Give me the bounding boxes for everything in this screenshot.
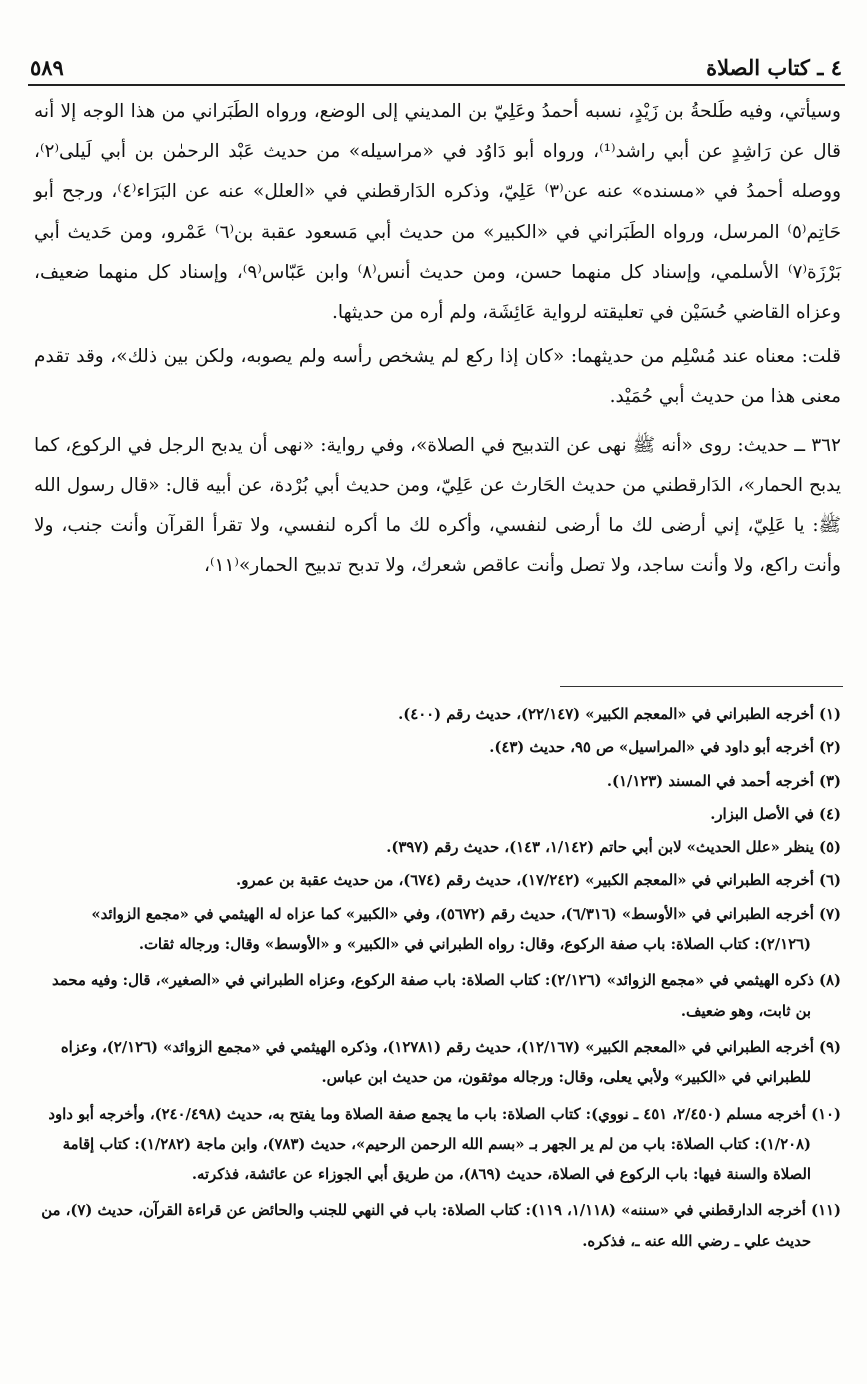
footnote-2: (٢) أخرجه أبو داود في «المراسيل» ص ٩٥، حديث (٤٣).: [489, 739, 841, 757]
running-header: [30, 44, 842, 80]
footnote-6: (٦) أخرجه الطبراني في «المعجم الكبير» (١٧/٢٤٢)، حديث رقم (٦٧٤)، من حديث عقبة بن عمرو.: [236, 872, 841, 890]
chapter-title: ٤ ـ كتاب الصلاة: [706, 55, 842, 80]
footnote-4: (٤) في الأصل البزار.: [710, 805, 841, 823]
paragraph-hadith-362: ٣٦٢ ــ حديث: روى «أنه ﷺ نهى عن التدبيح في الصلاة»، وفي رواية: «نهى أن يدبح الرجل في الركوع، كما يدبح الحمار»، الدَارقطني من حديث الحَارث عن عَلِيّ، ومن حديث أبي بُرْدة، عن أبيه قال: «قال رسول الله ﷺ: يا عَلِيّ، إني أرضى لك ما أرضى لنفسي، وأكره لك ما أكره لنفسي، ولا تقرأ القرآن وأنت جنب، ولا وأنت راكع، ولا وأنت ساجد، ولا تصل وأنت عاقص شعرك، ولا تدبح تدبيح الحمار»⁽١١⁾،: [34, 434, 841, 577]
paragraph-2: قلت: معناه عند مُسْلِم من حديثهما: «كان إذا ركع لم يشخص رأسه ولم يصوبه، ولكن بين ذلك»، وقد تقدم معنى هذا من حديث أبي حُمَيْد.: [34, 346, 841, 408]
footnote-8: (٨) ذكره الهيثمي في «مجمع الزوائد» (٢/١٢٦): كتاب الصلاة: باب صفة الركوع، وعزاه الطبراني في «الصغير»، قال: وفيه محمد بن ثابت، وهو ضعيف.: [51, 972, 841, 1020]
page-number: ٥٨٩: [30, 55, 64, 80]
footnote-3: (٣) أخرجه أحمد في المسند (١/١٢٣).: [606, 772, 841, 790]
footnote-10: (١٠) أخرجه مسلم (٢/٤٥٠، ٤٥١ ـ نووي): كتاب الصلاة: باب ما يجمع صفة الصلاة وما يفتح به، حديث (٢٤٠/٤٩٨)، وأخرجه أبو داود (١/٢٠٨): كتاب الصلاة: باب من لم ير الجهر بـ «بسم الله الرحمن الرحيم»، حديث (٧٨٣)، وابن ماجة (١/٢٨٢): كتاب إقامة الصلاة والسنة فيها: باب الركوع في الصلاة، حديث (٨٦٩)، من طريق أبي الجوزاء عن عائشة، فذكرته.: [48, 1105, 841, 1184]
footnotes: [34, 700, 841, 1260]
footnote-11: (١١) أخرجه الدارقطني في «سننه» (١/١١٨، ١١٩): كتاب الصلاة: باب في النهي للجنب والحائض عن قراءة القرآن، حديث (٧)، من حديث علي ـ رضي الله عنه ـ، فذكره.: [41, 1202, 841, 1250]
paragraph-1: وسيأتي، وفيه طَلحةُ بن زَيْدٍ، نسبه أحمدُ وعَلِيّ بن المديني إلى الوضع، ورواه الطَبَراني من هذا الوجه إلا أنه قال عن رَاشِدٍ عن أبي راشد⁽¹⁾، ورواه أبو دَاوُد في «مراسيله» من حديث عَبْد الرحمٰن بن أبي لَيلى⁽٢⁾، ووصله أحمدُ في «مسنده» عنه عن⁽٣⁾ عَلِيّ، وذكره الدَارقطني في «العلل» عنه عن البَرَاء⁽٤⁾، ورجح أبو حَاتِم⁽٥⁾ المرسل، ورواه الطَبَراني في «الكبير» من حديث أبي مَسعود عقبة بن⁽٦⁾ عَمْرو، ومن حَديث أبي بَرْزَة⁽٧⁾ الأسلمي، وإسناد كل منهما حسن، ومن حديث أنس⁽٨⁾ وابن عَبّاس⁽٩⁾، وإسناد كل منهما ضعيف، وعزاه القاضي حُسَيْن في تعليقته لرواية عَائِشَة، ولم أره من حديثها.: [34, 101, 842, 324]
footnote-1: (١) أخرجه الطبراني في «المعجم الكبير» (٢٢/١٤٧)، حديث رقم (٤٠٠).: [398, 706, 841, 723]
main-text: [34, 92, 841, 586]
footnote-5: (٥) ينظر «علل الحديث» لابن أبي حاتم (١/١٤٢، ١٤٣)، حديث رقم (٣٩٧).: [386, 839, 841, 857]
footnote-7: (٧) أخرجه الطبراني في «الأوسط» (٦/٣١٦)، حديث رقم (٥٦٧٢)، وفي «الكبير» كما عزاه له الهيثمي في «مجمع الزوائد» (٢/١٢٦): كتاب الصلاة: باب صفة الركوع، وقال: رواه الطبراني في «الكبير» و «الأوسط» وقال: ورجاله ثقات.: [91, 905, 841, 954]
header-rule: [28, 84, 845, 86]
footnote-9: (٩) أخرجه الطبراني في «المعجم الكبير» (١٢/١٦٧)، حديث رقم (١٢٧٨١)، وذكره الهيثمي في «مجمع الزوائد» (٢/١٢٦)، وعزاه للطبراني في «الكبير» ولأبي يعلى، وقال: ورجاله موثقون، من حديث ابن عباس.: [60, 1038, 841, 1087]
footnote-divider: [560, 686, 843, 687]
